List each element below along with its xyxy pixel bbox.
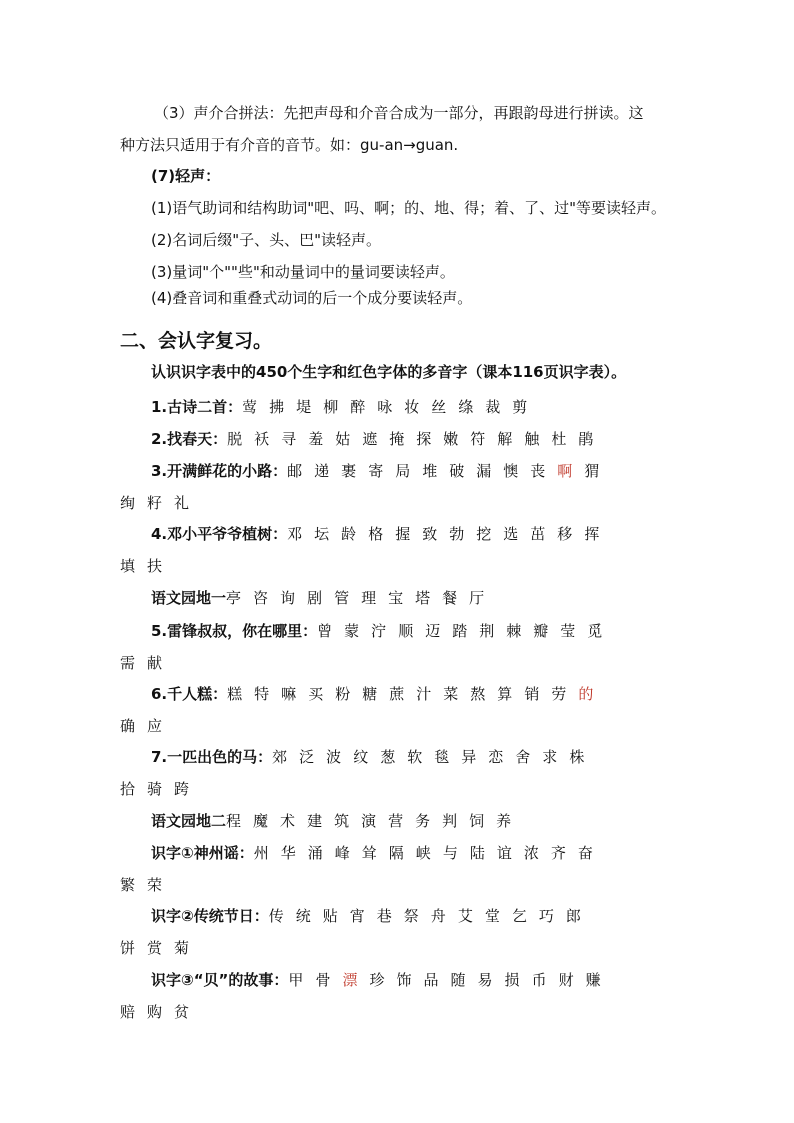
lesson-line-continued bbox=[120, 779, 201, 799]
character: 堤 bbox=[296, 398, 312, 416]
character: 饰 bbox=[396, 971, 412, 989]
character: 谊 bbox=[496, 844, 512, 862]
character: 建 bbox=[307, 812, 323, 830]
character: 迈 bbox=[425, 622, 441, 640]
character: 术 bbox=[280, 812, 296, 830]
lesson-title: 2.找春天： bbox=[151, 430, 228, 448]
character: 寄 bbox=[368, 462, 384, 480]
character: 嘛 bbox=[281, 685, 297, 703]
character: 选 bbox=[503, 525, 519, 543]
character: 毯 bbox=[434, 748, 450, 766]
character: 确 bbox=[120, 717, 136, 735]
lesson-line-continued bbox=[120, 716, 174, 736]
character: 特 bbox=[254, 685, 270, 703]
character: 邓 bbox=[287, 525, 303, 543]
character: 握 bbox=[395, 525, 411, 543]
character: 乞 bbox=[511, 907, 527, 925]
lesson-title: 识字①神州谣： bbox=[151, 844, 254, 862]
pinyin-method3-line1: （3）声介合拼法：先把声母和介音合成为一部分，再跟韵母进行拼读。这 bbox=[154, 104, 644, 122]
character: 演 bbox=[361, 812, 377, 830]
character: 邮 bbox=[287, 462, 303, 480]
character: 舟 bbox=[430, 907, 446, 925]
character: 局 bbox=[395, 462, 411, 480]
lesson-title: 识字③“贝”的故事： bbox=[151, 971, 289, 989]
character: 的 bbox=[578, 685, 594, 703]
character: 漂 bbox=[342, 971, 358, 989]
pinyin-method3-line2: 种方法只适用于有介音的音节。如：gu-an→guan. bbox=[120, 136, 459, 154]
character: 丝 bbox=[431, 398, 447, 416]
character: 传 bbox=[268, 907, 284, 925]
character: 询 bbox=[280, 589, 296, 607]
lesson-title: 识字②传统节日： bbox=[151, 907, 269, 925]
character: 养 bbox=[496, 812, 512, 830]
character: 剧 bbox=[307, 589, 323, 607]
character: 曾 bbox=[317, 622, 333, 640]
neutral-tone-heading: (7)轻声： bbox=[151, 167, 221, 185]
character: 随 bbox=[450, 971, 466, 989]
character: 骨 bbox=[315, 971, 331, 989]
lesson-title: 3.开满鲜花的小路： bbox=[151, 462, 288, 480]
character: 需 bbox=[120, 654, 136, 672]
character: 籽 bbox=[147, 494, 163, 512]
lesson-line bbox=[151, 811, 523, 831]
character: 应 bbox=[147, 717, 163, 735]
character: 堆 bbox=[422, 462, 438, 480]
character: 塔 bbox=[415, 589, 431, 607]
character: 填 bbox=[120, 557, 136, 575]
character: 啊 bbox=[557, 462, 573, 480]
lesson-line bbox=[151, 429, 605, 449]
character: 挖 bbox=[476, 525, 492, 543]
character: 与 bbox=[442, 844, 458, 862]
character: 菜 bbox=[443, 685, 459, 703]
lesson-line-continued bbox=[120, 938, 201, 958]
character: 嫩 bbox=[443, 430, 459, 448]
character: 棘 bbox=[506, 622, 522, 640]
character: 跨 bbox=[174, 780, 190, 798]
character: 致 bbox=[422, 525, 438, 543]
character: 坛 bbox=[314, 525, 330, 543]
character: 巷 bbox=[376, 907, 392, 925]
character: 茁 bbox=[530, 525, 546, 543]
character: 猬 bbox=[584, 462, 600, 480]
character: 华 bbox=[280, 844, 296, 862]
character: 浓 bbox=[523, 844, 539, 862]
lesson-title: 5.雷锋叔叔，你在哪里： bbox=[151, 622, 318, 640]
lesson-line bbox=[151, 524, 611, 544]
character: 贴 bbox=[322, 907, 338, 925]
lesson-title: 6.千人糕： bbox=[151, 685, 228, 703]
character: 舍 bbox=[515, 748, 531, 766]
character: 恋 bbox=[488, 748, 504, 766]
character: 程 bbox=[226, 812, 242, 830]
character: 株 bbox=[569, 748, 585, 766]
character: 勃 bbox=[449, 525, 465, 543]
section-2-heading: 二、会认字复习。 bbox=[120, 330, 273, 352]
lesson-line-continued bbox=[120, 1002, 201, 1022]
character: 饼 bbox=[120, 939, 136, 957]
character: 剪 bbox=[512, 398, 528, 416]
lesson-title: 语文园地二 bbox=[151, 812, 227, 830]
character: 管 bbox=[334, 589, 350, 607]
character: 纹 bbox=[353, 748, 369, 766]
character: 齐 bbox=[550, 844, 566, 862]
character: 求 bbox=[542, 748, 558, 766]
character: 遮 bbox=[362, 430, 378, 448]
character: 劳 bbox=[551, 685, 567, 703]
lesson-line bbox=[151, 684, 605, 704]
character: 丧 bbox=[530, 462, 546, 480]
character: 统 bbox=[295, 907, 311, 925]
character: 厅 bbox=[469, 589, 485, 607]
character: 顺 bbox=[398, 622, 414, 640]
character: 咨 bbox=[253, 589, 269, 607]
character: 宵 bbox=[349, 907, 365, 925]
character: 营 bbox=[388, 812, 404, 830]
character: 理 bbox=[361, 589, 377, 607]
character: 赚 bbox=[585, 971, 601, 989]
character: 损 bbox=[504, 971, 520, 989]
character: 探 bbox=[416, 430, 432, 448]
lesson-title: 4.邓小平爷爷植树： bbox=[151, 525, 288, 543]
character: 掩 bbox=[389, 430, 405, 448]
character: 莹 bbox=[560, 622, 576, 640]
section-2-intro: 认识识字表中的450个生字和红色字体的多音字（课本116页识字表）。 bbox=[151, 363, 627, 381]
character: 龄 bbox=[341, 525, 357, 543]
character: 菊 bbox=[174, 939, 190, 957]
character: 异 bbox=[461, 748, 477, 766]
character: 觅 bbox=[587, 622, 603, 640]
character: 甲 bbox=[288, 971, 304, 989]
lesson-line bbox=[151, 588, 496, 608]
lesson-title: 语文园地一 bbox=[151, 589, 227, 607]
character: 筑 bbox=[334, 812, 350, 830]
lesson-line-continued bbox=[120, 653, 174, 673]
character: 祭 bbox=[403, 907, 419, 925]
character: 骑 bbox=[147, 780, 163, 798]
character: 泛 bbox=[299, 748, 315, 766]
character: 熬 bbox=[470, 685, 486, 703]
lesson-line bbox=[151, 970, 613, 990]
character: 艾 bbox=[457, 907, 473, 925]
character: 裁 bbox=[485, 398, 501, 416]
character: 赏 bbox=[147, 939, 163, 957]
character: 妆 bbox=[404, 398, 420, 416]
character: 易 bbox=[477, 971, 493, 989]
character: 粉 bbox=[335, 685, 351, 703]
character: 醉 bbox=[350, 398, 366, 416]
character: 隔 bbox=[388, 844, 404, 862]
neutral-tone-rule-2: (2)名词后缀"子、头、巴"读轻声。 bbox=[151, 231, 382, 249]
character: 亭 bbox=[226, 589, 242, 607]
lesson-line bbox=[151, 397, 539, 417]
character: 郎 bbox=[565, 907, 581, 925]
character: 踏 bbox=[452, 622, 468, 640]
lesson-line-continued bbox=[120, 875, 174, 895]
character: 寻 bbox=[281, 430, 297, 448]
character: 礼 bbox=[174, 494, 190, 512]
character: 务 bbox=[415, 812, 431, 830]
character: 袄 bbox=[254, 430, 270, 448]
character: 绚 bbox=[120, 494, 136, 512]
lesson-line bbox=[151, 906, 593, 926]
neutral-tone-rule-1: (1)语气助词和结构助词"吧、吗、啊；的、地、得；着、了、过"等要读轻声。 bbox=[151, 199, 667, 217]
character: 漏 bbox=[476, 462, 492, 480]
lesson-title: 7.一匹出色的马： bbox=[151, 748, 273, 766]
character: 判 bbox=[442, 812, 458, 830]
lesson-line bbox=[151, 747, 596, 767]
character: 符 bbox=[470, 430, 486, 448]
character: 葱 bbox=[380, 748, 396, 766]
character: 购 bbox=[147, 1003, 163, 1021]
lesson-line bbox=[151, 621, 614, 641]
character: 品 bbox=[423, 971, 439, 989]
character: 递 bbox=[314, 462, 330, 480]
character: 扶 bbox=[147, 557, 163, 575]
character: 解 bbox=[497, 430, 513, 448]
neutral-tone-rule-4: (4)叠音词和重叠式动词的后一个成分要读轻声。 bbox=[151, 289, 473, 307]
lesson-line-continued bbox=[120, 493, 201, 513]
character: 宝 bbox=[388, 589, 404, 607]
character: 汁 bbox=[416, 685, 432, 703]
character: 移 bbox=[557, 525, 573, 543]
character: 软 bbox=[407, 748, 423, 766]
lesson-title: 1.古诗二首： bbox=[151, 398, 243, 416]
lesson-line bbox=[151, 461, 611, 481]
character: 杜 bbox=[551, 430, 567, 448]
character: 糖 bbox=[362, 685, 378, 703]
character: 耸 bbox=[361, 844, 377, 862]
character: 郊 bbox=[272, 748, 288, 766]
character: 币 bbox=[531, 971, 547, 989]
character: 荆 bbox=[479, 622, 495, 640]
character: 蒙 bbox=[344, 622, 360, 640]
character: 糕 bbox=[227, 685, 243, 703]
character: 魔 bbox=[253, 812, 269, 830]
neutral-tone-rule-3: (3)量词"个""些"和动量词中的量词要读轻声。 bbox=[151, 263, 455, 281]
character: 销 bbox=[524, 685, 540, 703]
character: 峡 bbox=[415, 844, 431, 862]
character: 买 bbox=[308, 685, 324, 703]
character: 挥 bbox=[584, 525, 600, 543]
lesson-line-continued bbox=[120, 556, 174, 576]
character: 格 bbox=[368, 525, 384, 543]
character: 献 bbox=[147, 654, 163, 672]
character: 巧 bbox=[538, 907, 554, 925]
character: 泞 bbox=[371, 622, 387, 640]
character: 波 bbox=[326, 748, 342, 766]
character: 懊 bbox=[503, 462, 519, 480]
character: 柳 bbox=[323, 398, 339, 416]
character: 珍 bbox=[369, 971, 385, 989]
character: 鹃 bbox=[578, 430, 594, 448]
character: 繁 bbox=[120, 876, 136, 894]
lesson-line bbox=[151, 843, 605, 863]
character: 姑 bbox=[335, 430, 351, 448]
character: 贫 bbox=[174, 1003, 190, 1021]
character: 堂 bbox=[484, 907, 500, 925]
character: 奋 bbox=[577, 844, 593, 862]
character: 蔗 bbox=[389, 685, 405, 703]
character: 峰 bbox=[334, 844, 350, 862]
character: 饲 bbox=[469, 812, 485, 830]
character: 拂 bbox=[269, 398, 285, 416]
character: 财 bbox=[558, 971, 574, 989]
character: 脱 bbox=[227, 430, 243, 448]
character: 拾 bbox=[120, 780, 136, 798]
character: 触 bbox=[524, 430, 540, 448]
character: 莺 bbox=[242, 398, 258, 416]
character: 破 bbox=[449, 462, 465, 480]
character: 羞 bbox=[308, 430, 324, 448]
character: 陆 bbox=[469, 844, 485, 862]
character: 裹 bbox=[341, 462, 357, 480]
character: 州 bbox=[253, 844, 269, 862]
character: 绦 bbox=[458, 398, 474, 416]
character: 瓣 bbox=[533, 622, 549, 640]
character: 餐 bbox=[442, 589, 458, 607]
character: 咏 bbox=[377, 398, 393, 416]
character: 赔 bbox=[120, 1003, 136, 1021]
character: 涌 bbox=[307, 844, 323, 862]
character: 算 bbox=[497, 685, 513, 703]
character: 荣 bbox=[147, 876, 163, 894]
